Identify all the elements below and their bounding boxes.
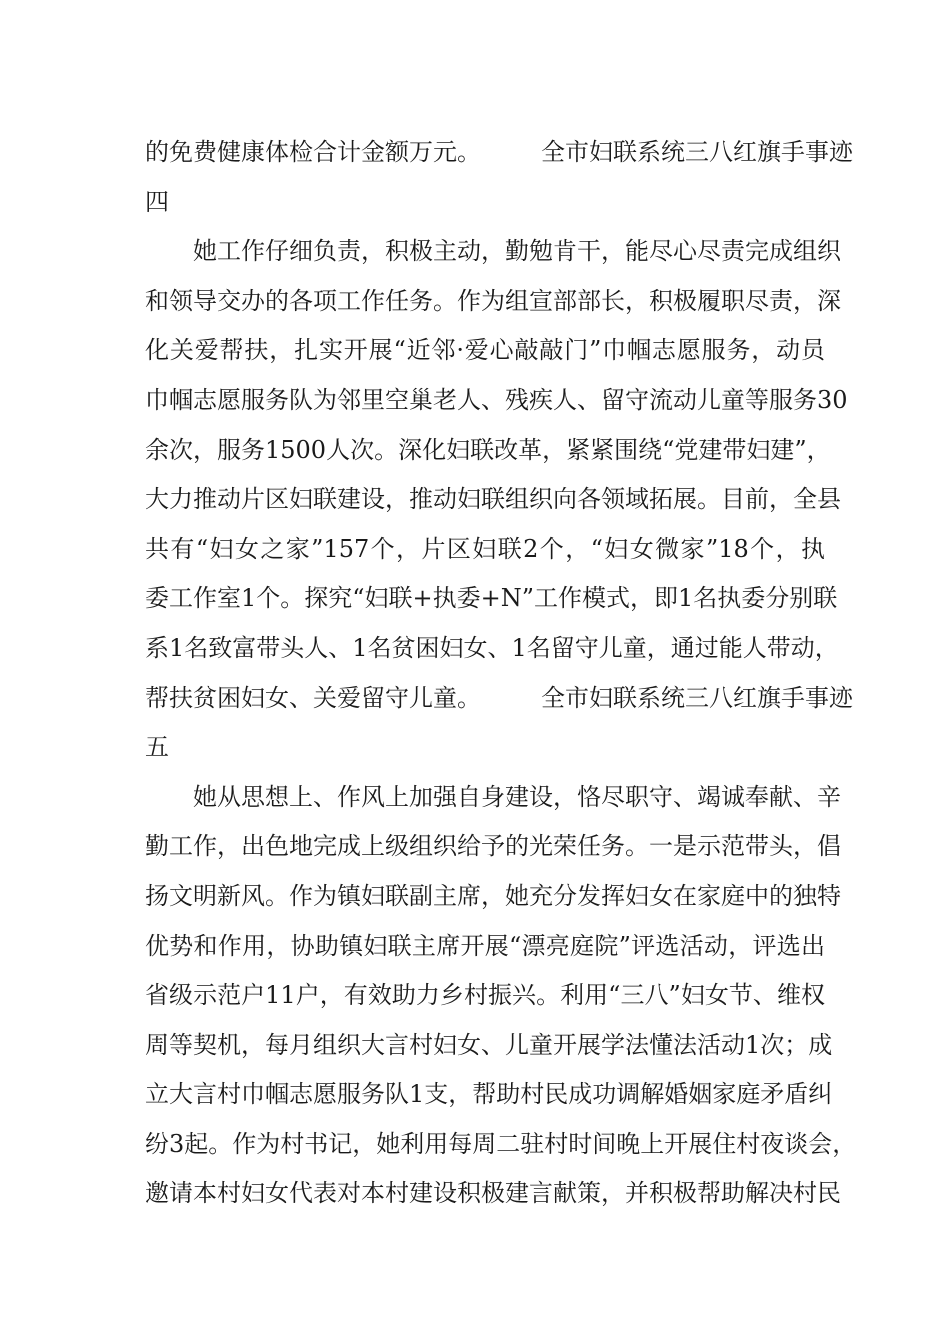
text-line: 大力推动片区妇联建设，推动妇联组织向各领域拓展。目前，全县 (145, 485, 841, 514)
text-line: 委工作室1个。探究“妇联+执委+N”工作模式，即1名执委分别联 (145, 584, 838, 613)
text-line: 她从思想上、作风上加强自身建设，恪尽职守、竭诚奉献、辛 (193, 782, 841, 811)
text-line: 优势和作用，协助镇妇联主席开展“漂亮庭院”评选活动，评选出 (145, 931, 825, 960)
text-line: 立大言村巾帼志愿服务队1支，帮助村民成功调解婚姻家庭矛盾纠 (145, 1080, 833, 1109)
text-line: 和领导交办的各项工作任务。作为组宣部部长，积极履职尽责，深 (145, 286, 841, 315)
text-line: 邀请本村妇女代表对本村建设积极建言献策，并积极帮助解决村民 (145, 1179, 841, 1208)
text-line: 巾帼志愿服务队为邻里空巢老人、残疾人、留守流动儿童等服务30 (145, 385, 848, 414)
text-line: 勤工作，出色地完成上级组织给予的光荣任务。一是示范带头，倡 (145, 832, 841, 861)
text-line: 共有“妇女之家”157个，片区妇联2个，“妇女微家”18个，执 (145, 534, 825, 563)
text-line: 省级示范户11户，有效助力乡村振兴。利用“三八”妇女节、维权 (145, 981, 825, 1010)
document-body (145, 128, 857, 1219)
text-line: 纷3起。作为村书记，她利用每周二驻村时间晚上开展住村夜谈会， (145, 1129, 857, 1158)
text-line: 周等契机，每月组织大言村妇女、儿童开展学法懂法活动1次；成 (145, 1030, 833, 1059)
text-line: 扬文明新风。作为镇妇联副主席，她充分发挥妇女在家庭中的独特 (145, 881, 841, 910)
text-line: 化关爱帮扶，扎实开展“近邻·爱心敲敲门”巾帼志愿服务，动员 (145, 336, 825, 365)
text-line: 她工作仔细负责，积极主动，勤勉肯干，能尽心尽责完成组织 (193, 237, 841, 266)
text-line: 余次，服务1500人次。深化妇联改革，紧紧围绕“党建带妇建”， (145, 435, 831, 464)
text-line: 五 (145, 733, 169, 762)
text-line: 帮扶贫困妇女、关爱留守儿童。 全市妇联系统三八红旗手事迹 (145, 683, 853, 712)
text-line: 四 (145, 187, 169, 216)
text-line: 系1名致富带头人、1名贫困妇女、1名留守儿童，通过能人带动， (145, 633, 839, 662)
text-line: 的免费健康体检合计金额万元。 全市妇联系统三八红旗手事迹 (145, 138, 853, 166)
